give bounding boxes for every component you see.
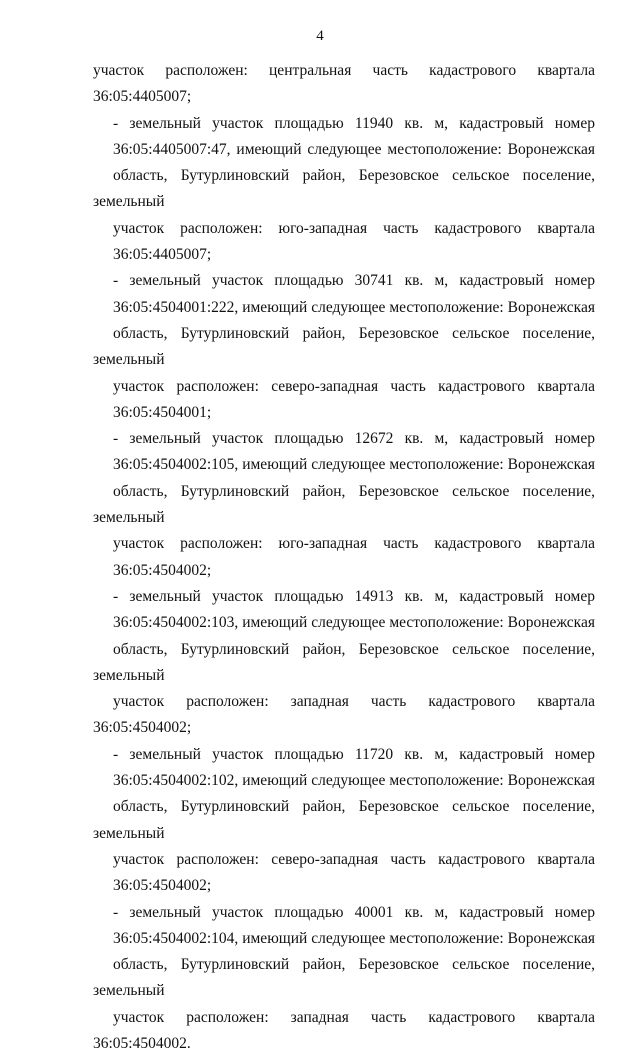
- text-line: участок расположен: центральная часть кадастрового квартала: [93, 58, 595, 84]
- text-line: - земельный участок площадью 40001 кв. м, кадастровый номер: [93, 900, 595, 926]
- list-item-land-plot: [93, 268, 595, 426]
- paragraph-continuation: [93, 58, 595, 111]
- text-line: - земельный участок площадью 11720 кв. м, кадастровый номер: [93, 742, 595, 768]
- list-item-land-plot: [93, 584, 595, 742]
- text-line: 36:05:4504002:103, имеющий следующее местоположение: Воронежская: [93, 610, 595, 636]
- text-line: 36:05:4504002:102, имеющий следующее местоположение: Воронежская: [93, 768, 595, 794]
- list-item-land-plot: [93, 742, 595, 900]
- list-item-land-plot: [93, 900, 595, 1057]
- document-body: [93, 58, 595, 1057]
- text-line: область, Бутурлиновский район, Березовское сельское поселение, земельный: [93, 794, 595, 847]
- text-line: участок расположен: юго-западная часть кадастрового квартала: [93, 531, 595, 557]
- text-line: 36:05:4504002:104, имеющий следующее местоположение: Воронежская: [93, 926, 595, 952]
- text-line: область, Бутурлиновский район, Березовское сельское поселение, земельный: [93, 321, 595, 374]
- text-line: 36:05:4405007:47, имеющий следующее местоположение: Воронежская: [93, 137, 595, 163]
- text-line: 36:05:4405007;: [93, 84, 595, 110]
- text-line: область, Бутурлиновский район, Березовское сельское поселение, земельный: [93, 163, 595, 216]
- text-line: 36:05:4405007;: [93, 242, 595, 268]
- text-line: участок расположен: западная часть кадастрового квартала 36:05:4504002;: [93, 689, 595, 742]
- list-item-land-plot: [93, 111, 595, 269]
- text-line: - земельный участок площадью 30741 кв. м, кадастровый номер: [93, 268, 595, 294]
- text-line: 36:05:4504002:105, имеющий следующее местоположение: Воронежская: [93, 452, 595, 478]
- text-line: участок расположен: северо-западная часть кадастрового квартала: [93, 847, 595, 873]
- text-line: 36:05:4504001:222, имеющий следующее местоположение: Воронежская: [93, 295, 595, 321]
- text-line: 36:05:4504001;: [93, 400, 595, 426]
- text-line: 36:05:4504002;: [93, 873, 595, 899]
- text-line: - земельный участок площадью 14913 кв. м, кадастровый номер: [93, 584, 595, 610]
- text-line: 36:05:4504002;: [93, 558, 595, 584]
- text-line: область, Бутурлиновский район, Березовское сельское поселение, земельный: [93, 479, 595, 532]
- text-line: - земельный участок площадью 11940 кв. м, кадастровый номер: [93, 111, 595, 137]
- list-item-land-plot: [93, 426, 595, 584]
- text-line: область, Бутурлиновский район, Березовское сельское поселение, земельный: [93, 637, 595, 690]
- text-line: участок расположен: северо-западная часть кадастрового квартала: [93, 374, 595, 400]
- text-line: область, Бутурлиновский район, Березовское сельское поселение, земельный: [93, 952, 595, 1005]
- text-line: участок расположен: юго-западная часть кадастрового квартала: [93, 216, 595, 242]
- text-line: участок расположен: западная часть кадастрового квартала 36:05:4504002.: [93, 1005, 595, 1057]
- text-line: - земельный участок площадью 12672 кв. м, кадастровый номер: [93, 426, 595, 452]
- page-number: 4: [0, 28, 640, 45]
